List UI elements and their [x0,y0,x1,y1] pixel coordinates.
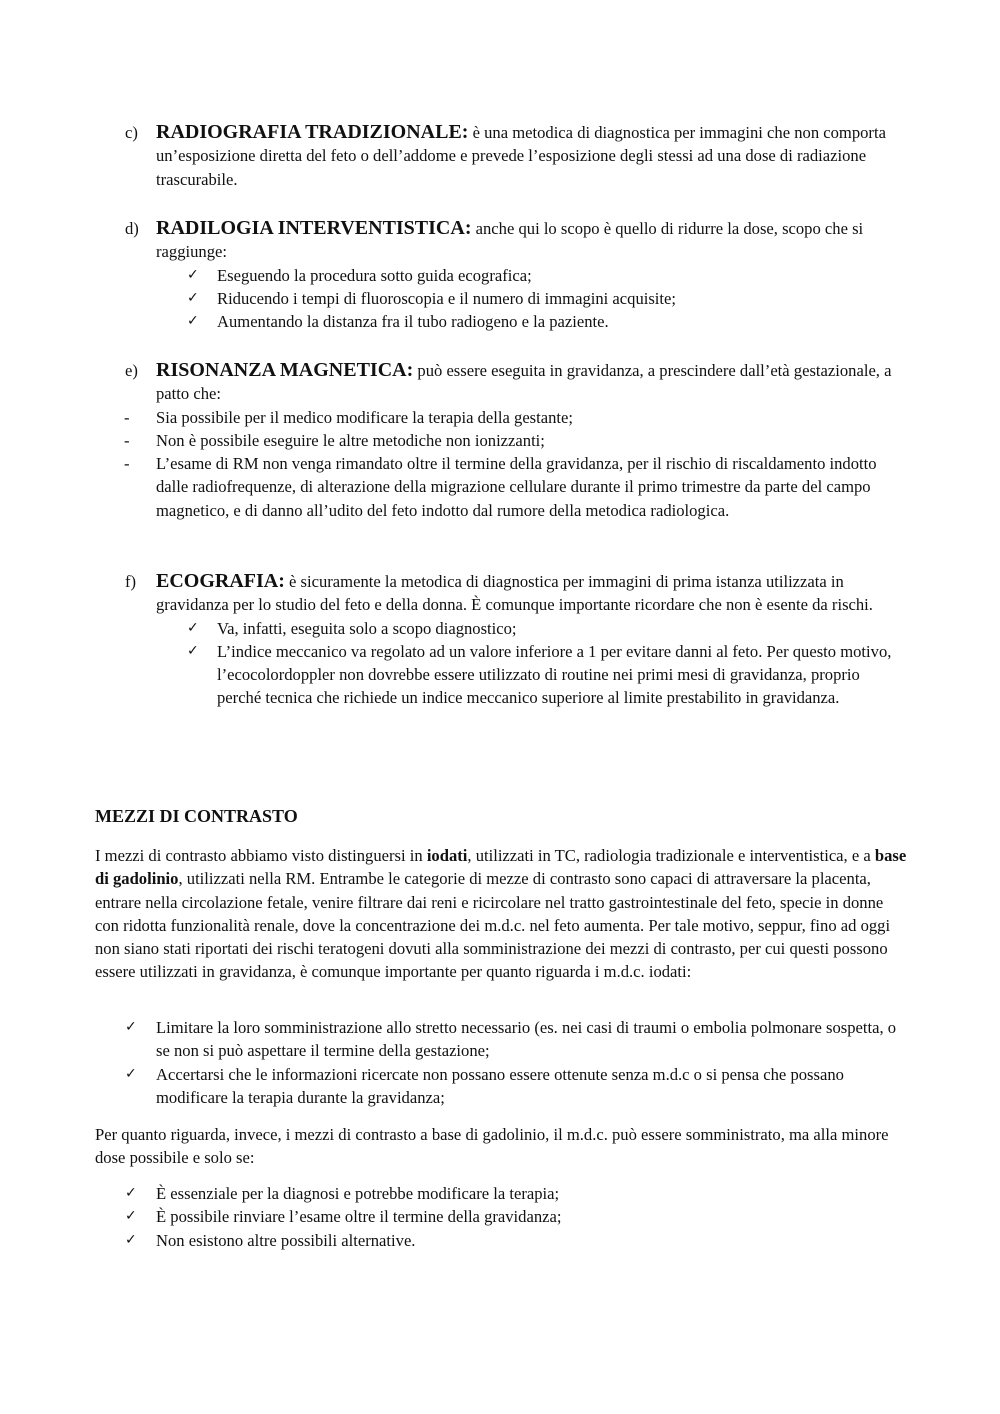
item-heading: RISONANZA MAGNETICA: [156,359,414,381]
dash-bullet: - [124,430,130,450]
checkmark-icon: ✓ [125,1065,137,1082]
paragraph-gadolinio: Per quanto riguarda, invece, i mezzi di contrasto a base di gadolinio, il m.d.c. può essere somministrato, ma alla minore dose possibile e solo se: [95,1125,889,1168]
item-heading: RADILOGIA INTERVENTISTICA: [156,217,472,239]
list-item: ✓ Riducendo i tempi di fluoroscopia e il numero di immagini acquisite; [187,287,907,310]
list-item: ✓ È essenziale per la diagnosi e potrebbe modificare la terapia; [95,1182,907,1205]
item-text: è sicuramente la metodica di diagnostica per immagini di prima istanza utilizzata in gravidanza per lo studio del feto e della donna. È comunque importante ricordare che non è esente da rischi. [156,572,873,615]
item-f [95,570,907,710]
section-title: MEZZI DI CONTRASTO [95,806,298,826]
item-marker: d) [125,219,139,238]
dash-list [95,406,907,522]
item-marker: c) [125,123,138,142]
checkmark-icon: ✓ [125,1019,137,1035]
checkmark-icon: ✓ [125,1185,137,1201]
item-text: anche qui lo scopo è quello di ridurre la dose, scopo che si raggiunge: [156,219,864,262]
checkmark-icon: ✓ [125,1231,137,1248]
checkmark-icon: ✓ [187,266,199,283]
list-item: - Sia possibile per il medico modificare la terapia della gestante; [95,406,907,429]
list-item: ✓ Eseguendo la procedura sotto guida ecografica; [187,264,907,287]
check-list-iodati [95,1016,907,1109]
item-marker: f) [125,572,137,591]
checkmark-icon: ✓ [187,289,199,306]
check-list [187,617,907,710]
item-text: è una metodica di diagnostica per immagini che non comporta un’esposizione diretta del feto o dell’addome e prevede l’esposizione degli stessi ad una dose di radiazione trascurabile. [156,123,886,189]
checkmark-icon: ✓ [125,1208,137,1225]
item-c [95,121,907,191]
check-list-gadolinio [95,1182,907,1252]
checkmark-icon: ✓ [187,619,199,636]
list-item: - L’esame di RM non venga rimandato oltre il termine della gravidanza, per il rischio di riscaldamento indotto dalle radiofrequenze, di alterazione della migrazione cellulare durante il primo trimestre da parte del campo magnetico, e di danno all’udito del feto indotto dal rumore della metodica radiologica. [124,454,877,520]
item-e [95,359,907,522]
list-item: ✓ Limitare la loro somministrazione allo stretto necessario (es. nei casi di traumi o embolia polmonare sospetta, o se non si può aspettare il termine della gestazione; [125,1018,897,1061]
list-item: ✓ Accertarsi che le informazioni ricercate non possano essere ottenute senza m.d.c o si pensa che possano modificare la terapia durante la gravidanza; [125,1064,844,1107]
bold-term: base di gadolinio [95,846,907,889]
paragraph-intro: I mezzi di contrasto abbiamo visto distinguersi in iodati, utilizzati in TC, radiologia tradizionale e interventistica, e a base di gadolinio, utilizzati nella RM. Entrambe le categorie di mezze di contrasto sono capaci di attraversare la placenta, entrare nella circolazione fetale, venire filtrare dai reni e ricircolare nel tratto gastrointestinale del feto, specie in donne con ridotta funzionalità renale, dove la concentrazione dei m.d.c. nel feto aumenta. Per tale motivo, seppur, fino ad oggi non siano stati riportati dei rischi teratogeni dovuti alla somministrazione dei mezzi di contrasto, per cui questi possono essere utilizzati in gravidanza, è comunque importante per quanto riguarda i m.d.c. iodati: [95,846,907,982]
item-d [95,217,907,333]
list-item: ✓ Aumentando la distanza fra il tubo radiogeno e la paziente. [187,310,907,333]
check-list [187,264,907,334]
item-heading: RADIOGRAFIA TRADIZIONALE: [156,121,469,143]
list-item: ✓ L’indice meccanico va regolato ad un valore inferiore a 1 per evitare danni al feto. Per questo motivo, l’ecocolordoppler non dovrebbe essere utilizzato di routine nei primi mesi di gravidanza, proprio perché tecnica che richiede un indice meccanico superiore al limite prestabilito in gravidanza. [187,641,892,708]
item-marker: e) [125,361,138,380]
list-item: ✓ È possibile rinviare l’esame oltre il termine della gravidanza; [95,1205,907,1228]
checkmark-icon: ✓ [187,642,199,659]
checkmark-icon: ✓ [187,313,199,330]
bold-term: iodati [426,846,468,865]
dash-bullet: - [124,454,130,474]
list-item: - Non è possibile eseguire le altre metodiche non ionizzanti; [95,429,907,452]
list-item: ✓ Va, infatti, eseguita solo a scopo diagnostico; [187,617,907,640]
item-heading: ECOGRAFIA: [156,570,285,592]
list-item: ✓ Non esistono altre possibili alternative. [95,1229,907,1252]
item-text: può essere eseguita in gravidanza, a prescindere dall’età gestazionale, a patto che: [156,361,892,404]
dash-bullet: - [124,407,130,427]
